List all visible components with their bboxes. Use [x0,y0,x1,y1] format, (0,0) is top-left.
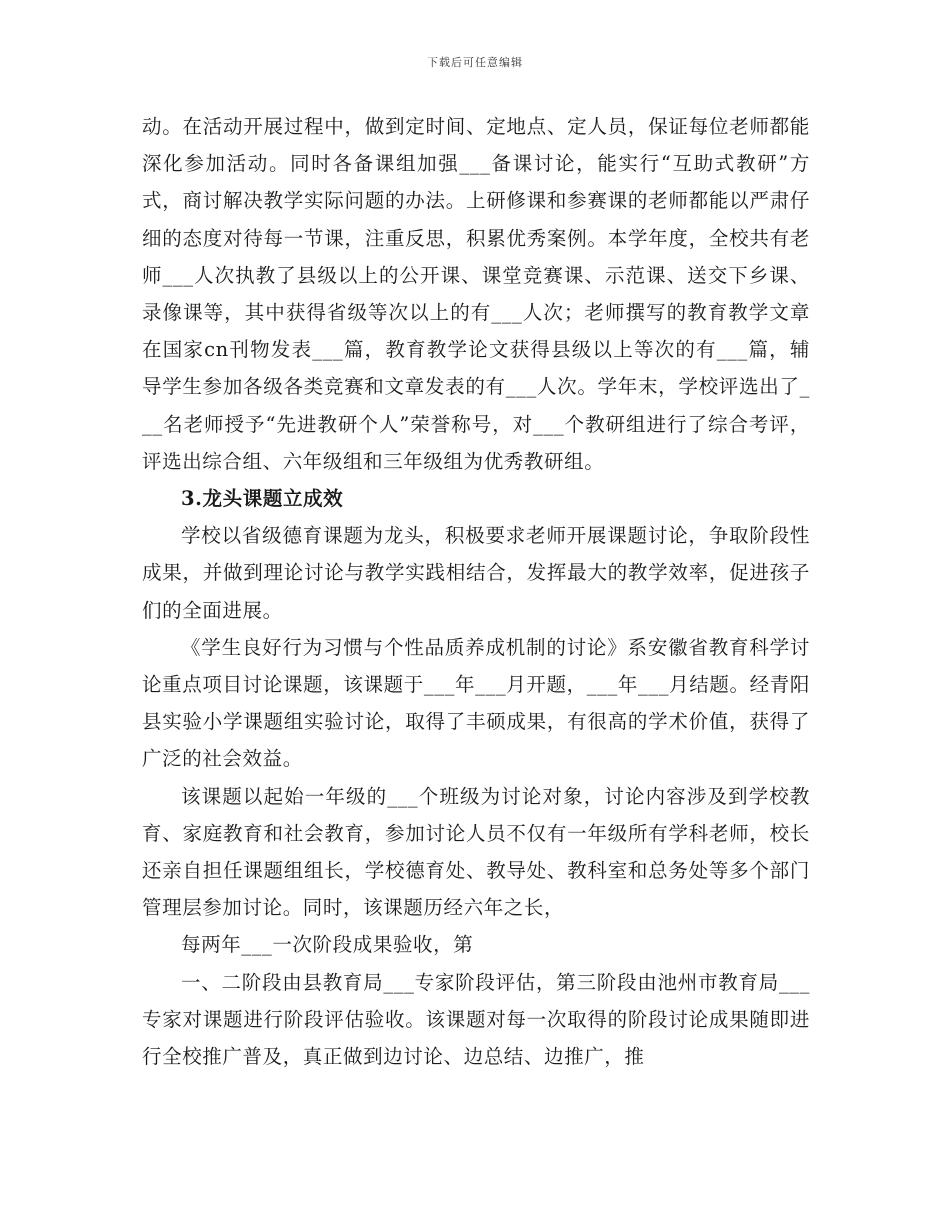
paragraph-1: 动。在活动开展过程中，做到定时间、定地点、定人员，保证每位老师都能深化参加活动。同时各备课组加强___备课讨论，能实行“互助式教研”方式，商讨解决教学实际问题的办法。上研修课和参赛课的老师都能以严肃仔细的态度对待每一节课，注重反思，积累优秀案例。本学年度，全校共有老师___人次执教了县级以上的公开课、课堂竞赛课、示范课、送交下乡课、录像课等，其中获得省级等次以上的有___人次；老师撰写的教育教学文章在国家cn刊物发表___篇，教育教学论文获得县级以上等次的有___篇，辅导学生参加各级各类竞赛和文章发表的有___人次。学年末，学校评选出了___名老师授予“先进教研个人”荣誉称号，对___个教研组进行了综合考评，评选出综合组、六年级组和三年级组为优秀教研组。 [142,115,810,473]
paragraph-6: 一、二阶段由县教育局___专家阶段评估，第三阶段由池州市教育局___专家对课题进行阶段评估验收。该课题对每一次取得的阶段讨论成果随即进行全校推广普及，真正做到边讨论、边总结、边推广，推 [142,970,810,1069]
paragraph-2: 学校以省级德育课题为龙头，积极要求老师开展课题讨论，争取阶段性成果，并做到理论讨论与教学实践相结合，发挥最大的教学效率，促进孩子们的全面进展。 [142,524,810,622]
paragraph-4: 该课题以起始一年级的___个班级为讨论对象，讨论内容涉及到学校教育、家庭教育和社会教育，参加讨论人员不仅有一年级所有学科老师，校长还亲自担任课题组组长，学校德育处、教导处、教科室和总务处等多个部门管理层参加讨论。同时，该课题历经六年之长， [142,784,810,920]
page-header: 下载后可任意编辑 [427,56,523,69]
paragraph-5: 每两年___一次阶段成果验收，第 [181,933,474,957]
document-body [142,108,810,1075]
section-heading: 3.龙头课题立成效 [181,487,344,511]
paragraph-3: 《学生良好行为习惯与个性品质养成机制的讨论》系安徽省教育科学讨论重点项目讨论课题，该课题于___年___月开题，___年___月结题。经青阳县实验小学课题组实验讨论，取得了丰硕成果，有很高的学术价值，获得了广泛的社会效益。 [142,635,810,771]
